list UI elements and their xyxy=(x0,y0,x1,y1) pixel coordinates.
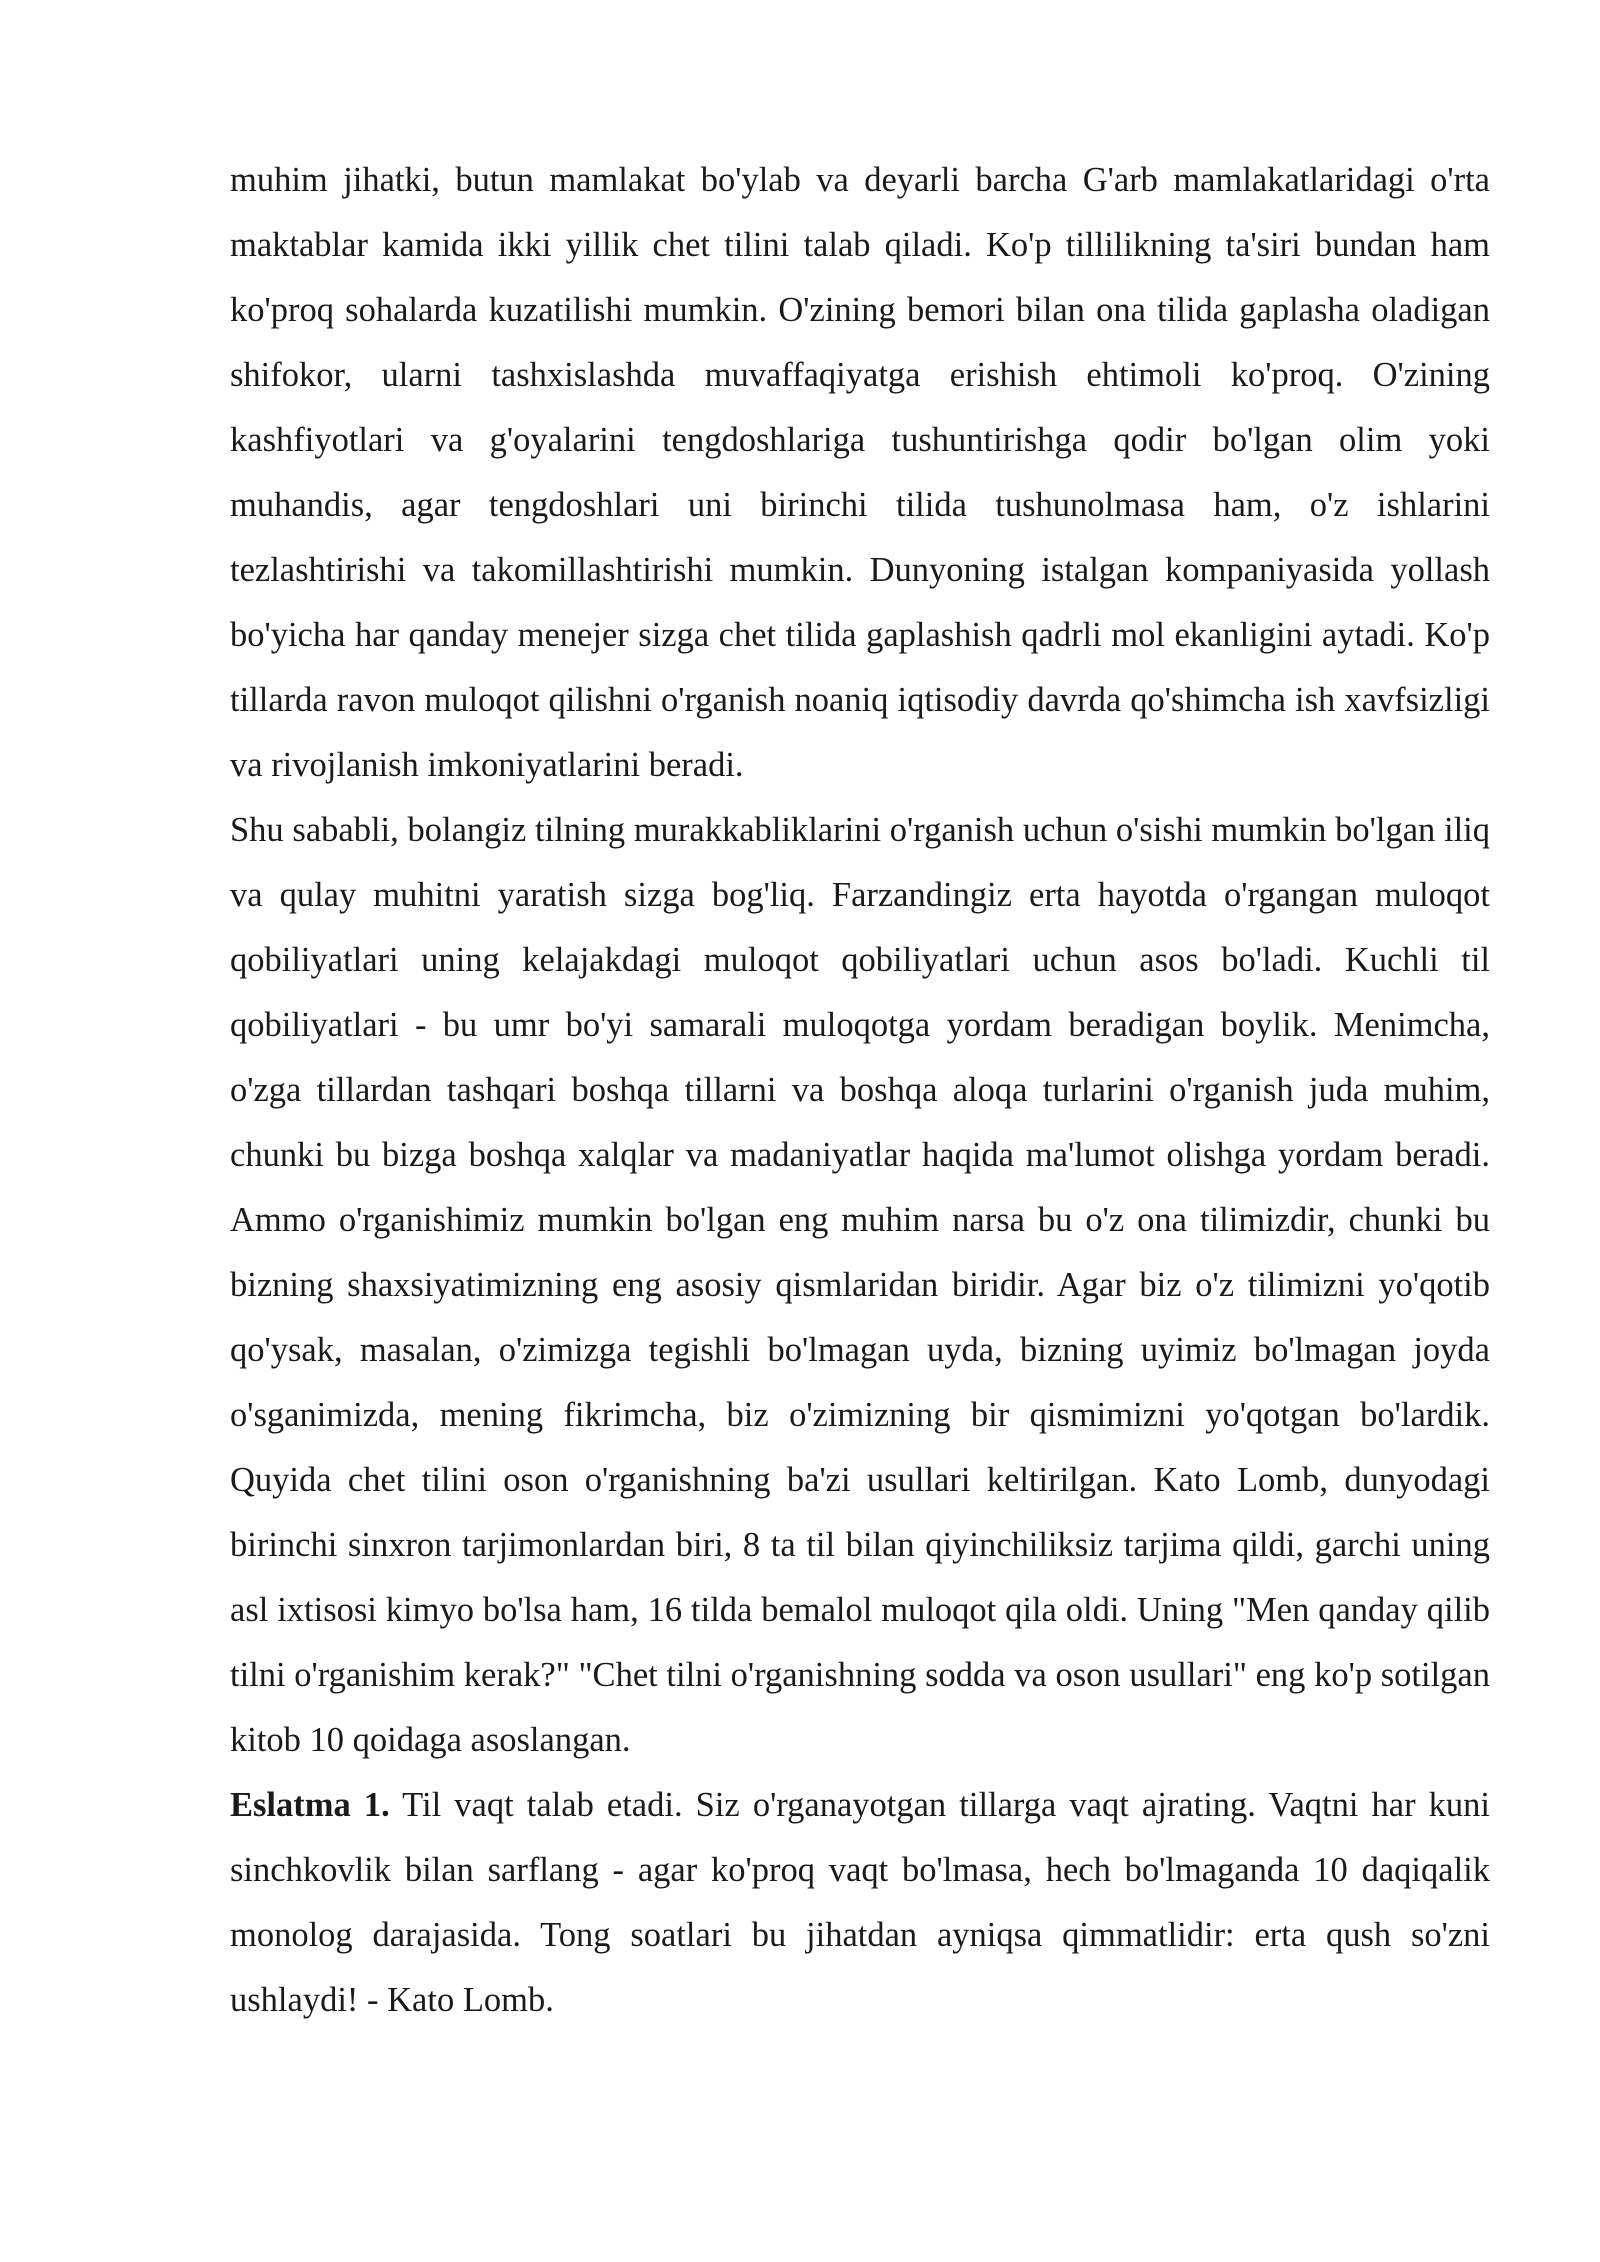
paragraph-3 xyxy=(230,1773,1490,2033)
paragraph-1-text: muhim jihatki, butun mamlakat bo'ylab va deyarli barcha G'arb mamlakatlaridagi o'rta maktablar kamida ikki yillik chet tilini talab qiladi. Ko'p tillilikning ta'siri bundan ham ko'proq sohalarda kuzatilishi mumkin. O'zining bemori bilan ona tilida gaplasha oladigan shifokor, ularni tashxislashda muvaffaqiyatga erishish ehtimoli ko'proq. O'zining kashfiyotlari va g'oyalarini tengdoshlariga tushuntirishga qodir bo'lgan olim yoki muhandis, agar tengdoshlari uni birinchi tilida tushunolmasa ham, o'z ishlarini tezlashtirishi va takomillashtirishi mumkin. Dunyoning istalgan kompaniyasida yollash bo'yicha har qanday menejer sizga chet tilida gaplashish qadrli mol ekanligini aytadi. Ko'p tillarda ravon muloqot qilishni o'rganish noaniq iqtisodiy davrda qo'shimcha ish xavfsizligi va rivojlanish imkoniyatlarini beradi. xyxy=(230,161,1490,784)
note-heading: Eslatma 1. xyxy=(230,1786,390,1824)
paragraph-2 xyxy=(230,798,1490,1773)
paragraph-1 xyxy=(230,148,1490,798)
paragraph-2-text: Shu sababli, bolangiz tilning murakkabliklarini o'rganish uchun o'sishi mumkin bo'lgan iliq va qulay muhitni yaratish sizga bog'liq. Farzandingiz erta hayotda o'rgangan muloqot qobiliyatlari uning kelajakdagi muloqot qobiliyatlari uchun asos bo'ladi. Kuchli til qobiliyatlari - bu umr bo'yi samarali muloqotga yordam beradigan boylik. Menimcha, o'zga tillardan tashqari boshqa tillarni va boshqa aloqa turlarini o'rganish juda muhim, chunki bu bizga boshqa xalqlar va madaniyatlar haqida ma'lumot olishga yordam beradi. Ammo o'rganishimiz mumkin bo'lgan eng muhim narsa bu o'z ona tilimizdir, chunki bu bizning shaxsiyatimizning eng asosiy qismlaridan biridir. Agar biz o'z tilimizni yo'qotib qo'ysak, masalan, o'zimizga tegishli bo'lmagan uyda, bizning uyimiz bo'lmagan joyda o'sganimizda, mening fikrimcha, biz o'zimizning bir qismimizni yo'qotgan bo'lardik. Quyida chet tilini oson o'rganishning ba'zi usullari keltirilgan. Kato Lomb, dunyodagi birinchi sinxron tarjimonlardan biri, 8 ta til bilan qiyinchiliksiz tarjima qildi, garchi uning asl ixtisosi kimyo bo'lsa ham, 16 tilda bemalol muloqot qila oldi. Uning "Men qanday qilib tilni o'rganishim kerak?" "Chet tilni o'rganishning sodda va oson usullari" eng ko'p sotilgan kitob 10 qoidaga asoslangan. xyxy=(230,811,1490,1759)
body-text xyxy=(230,148,1490,2033)
paragraph-3-text: Til vaqt talab etadi. Siz o'rganayotgan tillarga vaqt ajrating. Vaqtni har kuni sinchkovlik bilan sarflang - agar ko'proq vaqt bo'lmasa, hech bo'lmaganda 10 daqiqalik monolog darajasida. Tong soatlari bu jihatdan ayniqsa qimmatlidir: erta qush so'zni ushlaydi! - Kato Lomb. xyxy=(230,1786,1491,2019)
